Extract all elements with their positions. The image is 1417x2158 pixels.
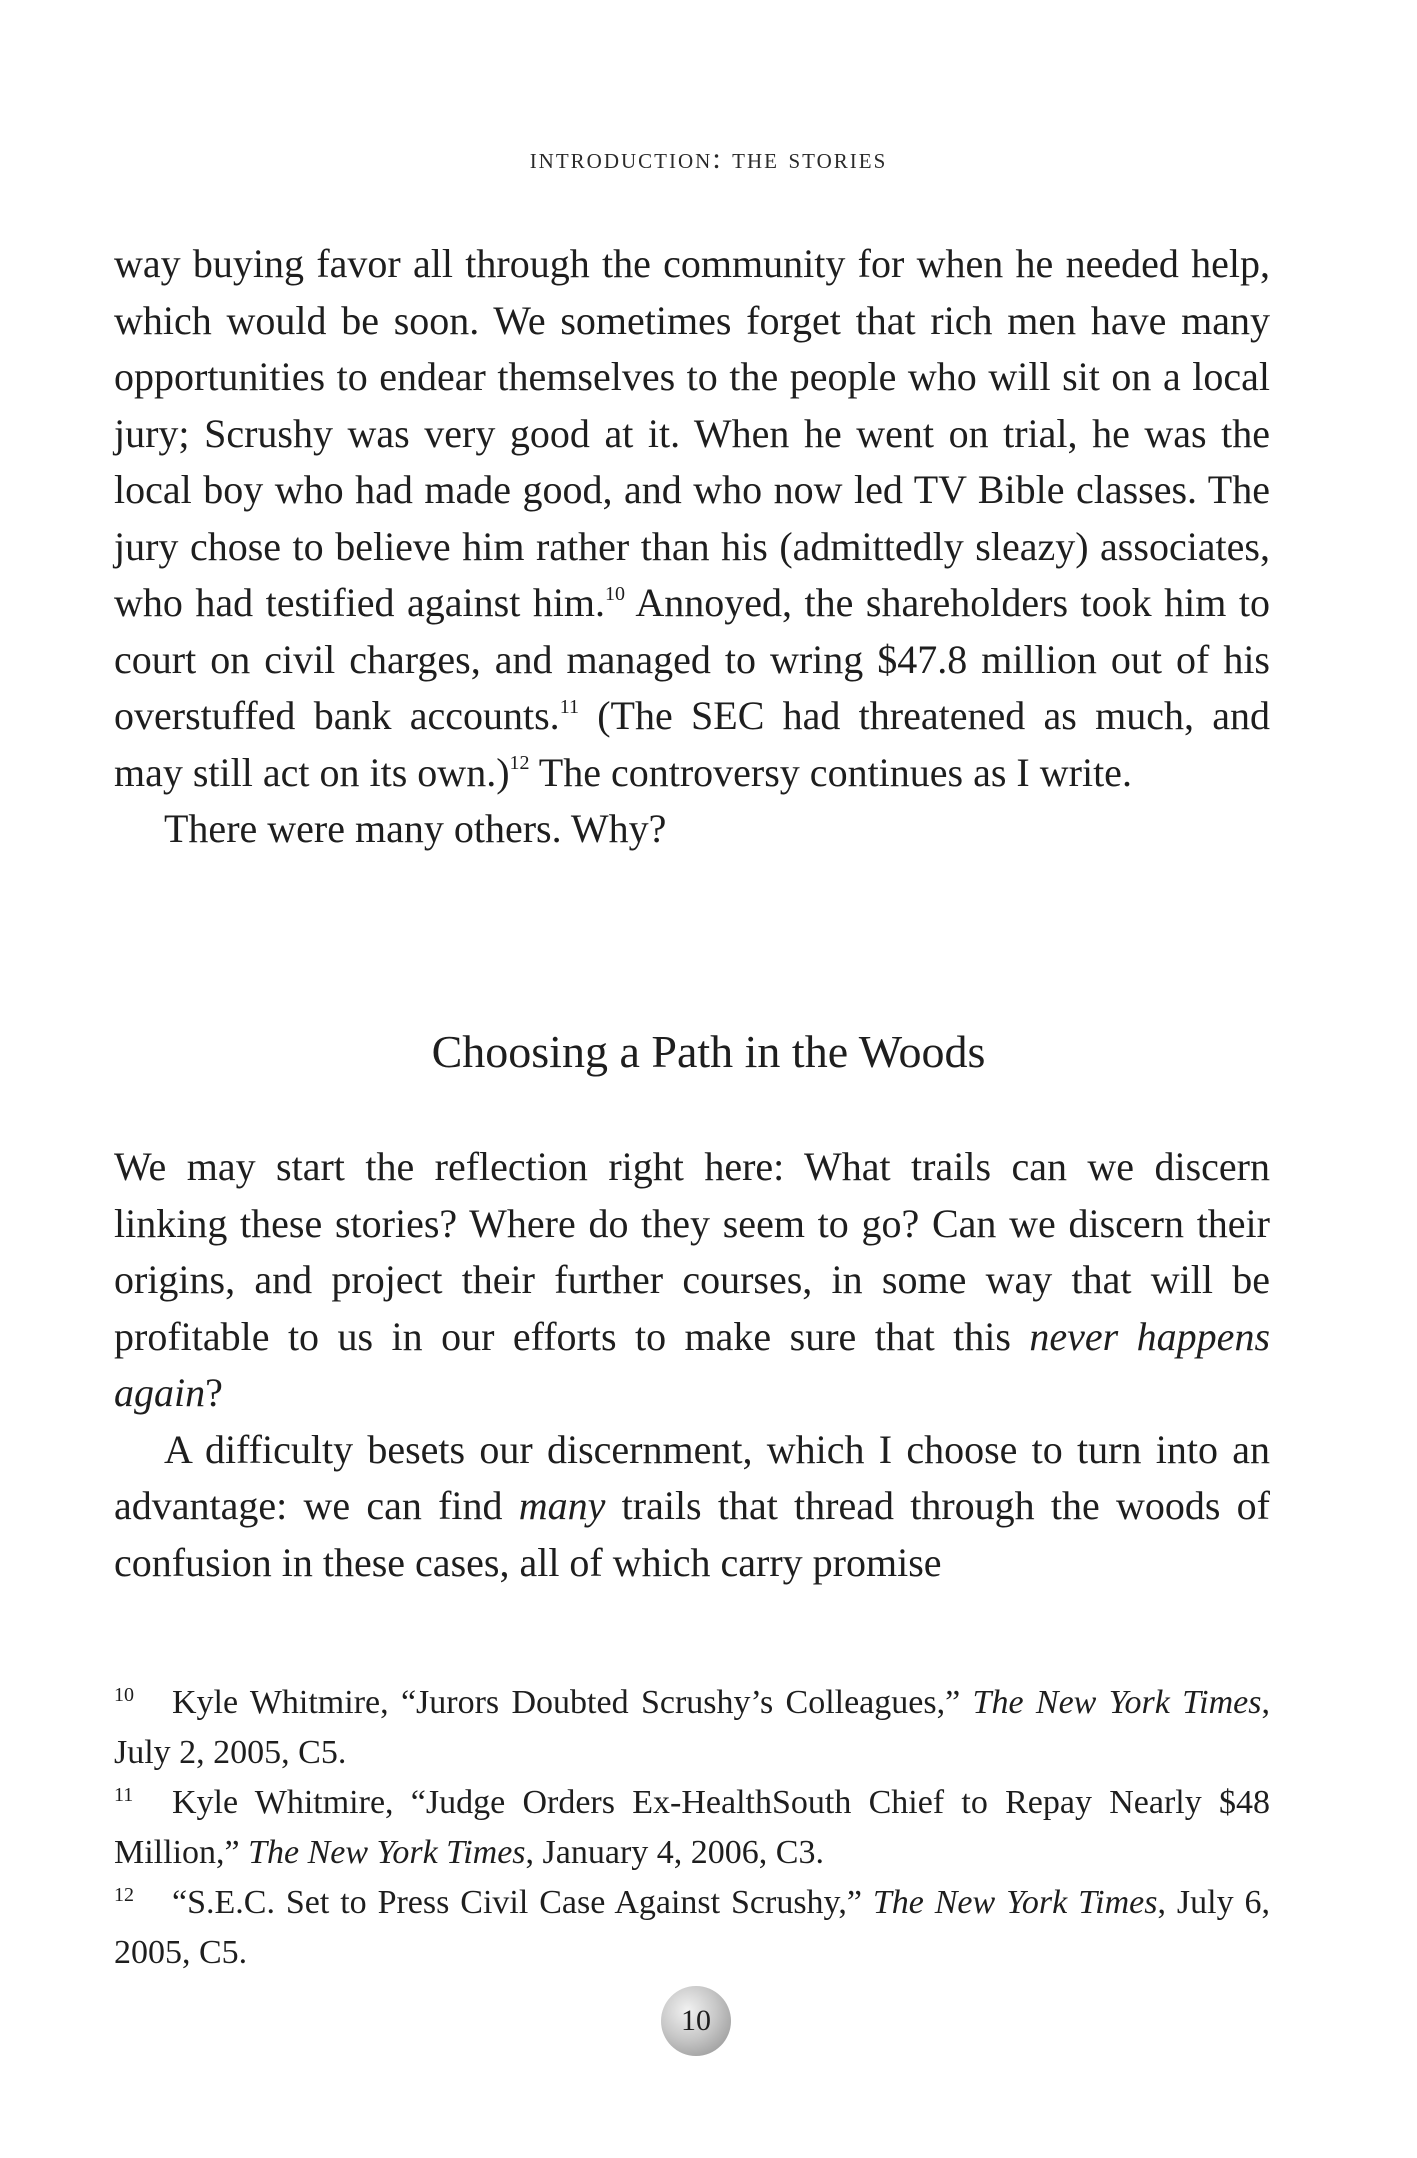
footnote-ref: 12: [509, 752, 530, 775]
section-heading: Choosing a Path in the Woods: [431, 1026, 986, 1077]
footnote-text: , January 4, 2006, C3.: [525, 1834, 824, 1871]
footnote-text: , July 6, 2005, C5.: [114, 1884, 1270, 1971]
footnotes: [114, 1678, 1270, 1978]
running-head: introduction: the stories: [529, 142, 888, 175]
page-number: 10: [661, 1986, 731, 2056]
footnote-text: “S.E.C. Set to Press Civil Case Against Scrushy,”: [172, 1884, 873, 1921]
body-text-top: [114, 236, 1270, 858]
paragraph-text: (The SEC had threatened as much, and may still act on its own.): [114, 693, 1271, 795]
paragraph: [114, 1422, 1270, 1592]
footnote: 12 “S.E.C. Set to Press Civil Case Against Scrushy,” The New York Times, July 6, 2005, C5.: [114, 1883, 1270, 1971]
footnote-source: The New York Times: [872, 1884, 1158, 1921]
footnote-text: Kyle Whitmire, “Judge Orders Ex-HealthSouth Chief to Repay Nearly $48 Million,”: [114, 1784, 1270, 1871]
emphasis-text: never happens again: [114, 1313, 1271, 1415]
footnote-source: The New York Times: [248, 1834, 526, 1871]
paragraph: [114, 236, 1270, 801]
paragraph-text: We may start the reflection right here: What trails can we discern linking these stories? Where do they seem to go? Can we discern their origins, and project their further courses, in some way that will be profitable to us in our efforts to make sure that this: [114, 1144, 1270, 1359]
footnote-text: , July 2, 2005, C5.: [114, 1684, 1271, 1771]
footnote: 10 Kyle Whitmire, “Jurors Doubted Scrushy’s Colleagues,” The New York Times, July 2, 2005, C5.: [114, 1683, 1271, 1771]
paragraph-text: ?: [205, 1370, 223, 1415]
body-text-bottom: [114, 1139, 1270, 1591]
footnote-source: The New York Times: [972, 1684, 1262, 1721]
paragraph: There were many others. Why?: [164, 806, 667, 851]
footnote-ref: 10: [605, 582, 626, 605]
paragraph: [114, 1139, 1270, 1422]
footnote-ref: 11: [559, 695, 579, 718]
paragraph-text: trails that thread through the woods of confusion in these cases, all of which carry promise: [114, 1483, 1271, 1585]
paragraph-text: The controversy continues as I write.: [529, 749, 1132, 795]
emphasis-text: many: [518, 1483, 606, 1528]
paragraph-text: Annoyed, the shareholders took him to court on civil charges, and managed to wring $47.8 million out of his overstuffed bank accounts.: [114, 580, 1270, 738]
footnote: 11 Kyle Whitmire, “Judge Orders Ex-HealthSouth Chief to Repay Nearly $48 Million,” The New York Times, January 4, 2006, C3.: [114, 1783, 1270, 1871]
paragraph-text: A difficulty besets our discernment, which I choose to turn into an advantage: we can find: [114, 1426, 1270, 1528]
footnote-text: Kyle Whitmire, “Jurors Doubted Scrushy’s Colleagues,”: [172, 1684, 973, 1721]
paragraph-text: way buying favor all through the community for when he needed help, which would be soon. We sometimes forget that rich men have many opportunities to endear themselves to the people who will sit on a local jury; Scrushy was very good at it. When he went on trial, he was the local boy who had made good, and who now led TV Bible classes. The jury chose to believe him rather than his (admittedly sleazy) associates, who had testified against him.: [114, 241, 1270, 625]
